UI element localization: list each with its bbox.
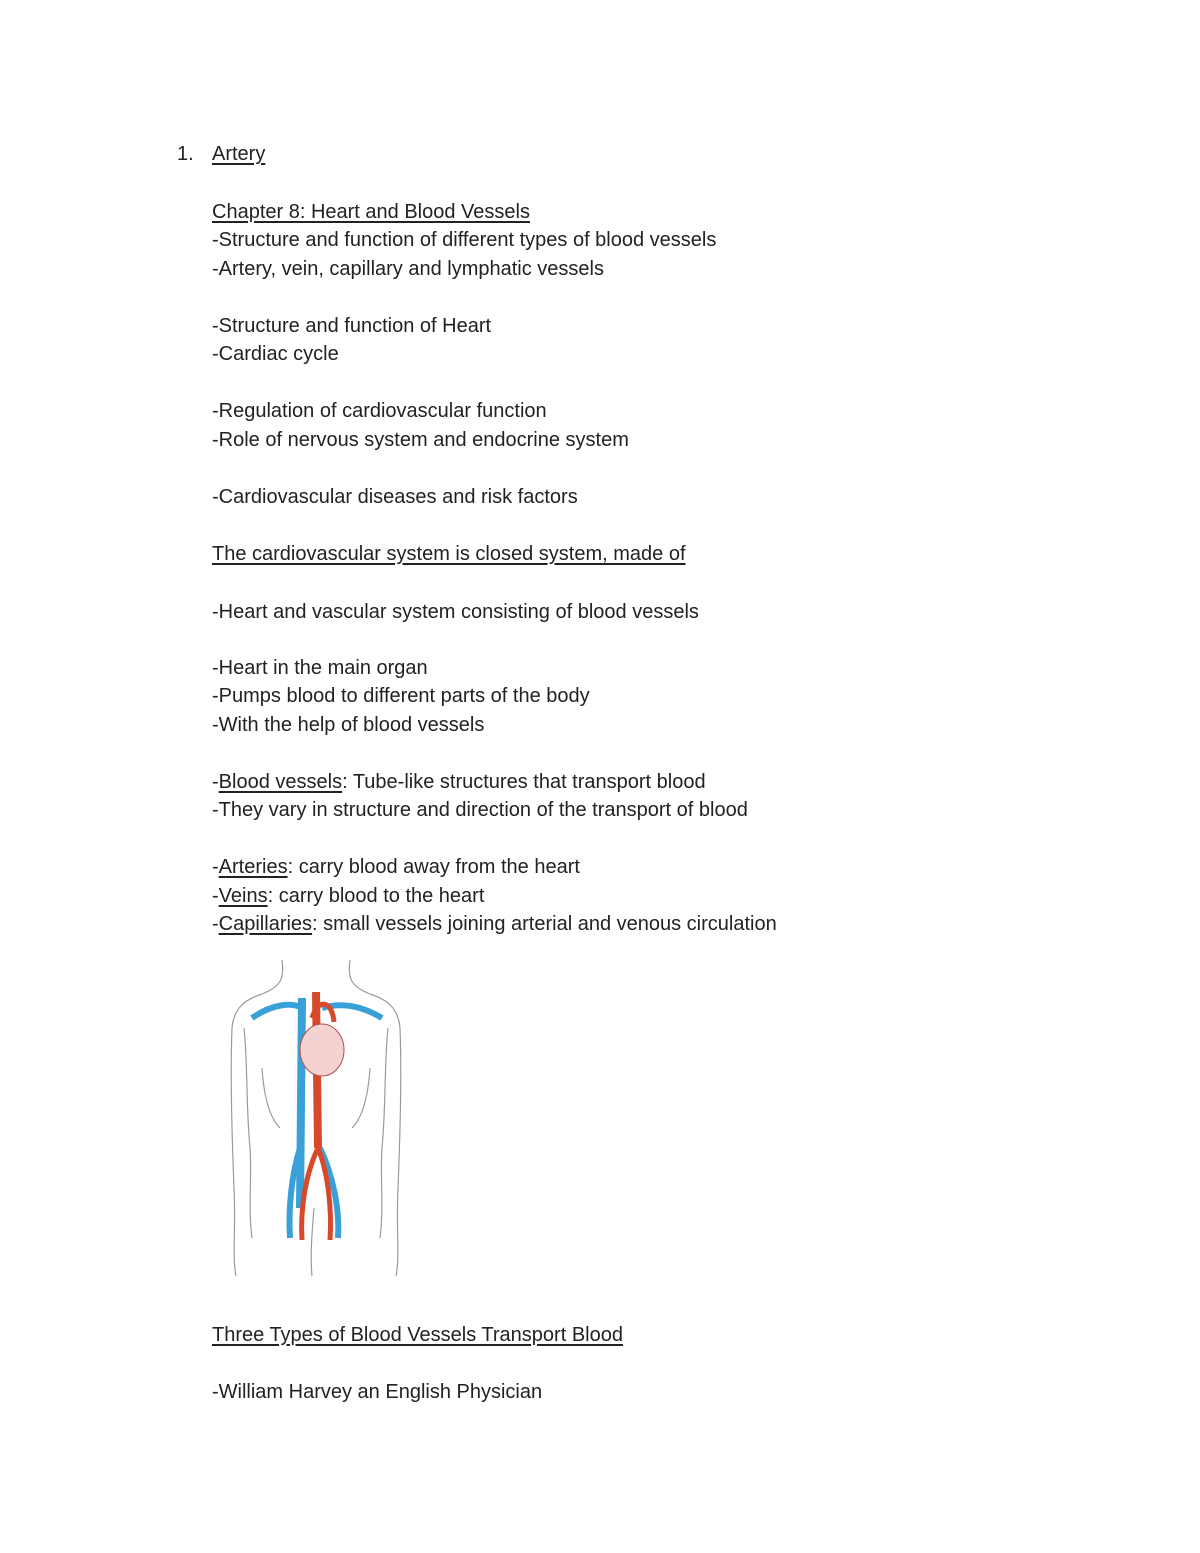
line-l10 — [212, 684, 590, 708]
line-capillaries — [212, 912, 777, 936]
rib-left — [262, 1068, 280, 1128]
arm-inner-left — [244, 1028, 252, 1238]
line-text: -William Harvey an English Physician — [212, 1381, 543, 1403]
line-l2 — [212, 257, 604, 281]
vena-cava — [300, 998, 302, 1208]
line-text: -Heart and vascular system consisting of blood vessels — [212, 601, 699, 623]
underlined-text: Three Types of Blood Vessels Transport Blood — [212, 1324, 623, 1346]
line-rest: : carry blood to the heart — [267, 885, 485, 907]
line-l8 — [212, 600, 699, 624]
underlined-text: Capillaries — [218, 913, 313, 935]
line-rest: : Tube-like structures that transport blood — [342, 771, 706, 793]
line-text: -Cardiac cycle — [212, 343, 339, 365]
line-text: -Regulation of cardiovascular function — [212, 400, 547, 422]
line-text: -Role of nervous system and endocrine system — [212, 429, 629, 451]
line-text: -They vary in structure and direction of the transport of blood — [212, 799, 748, 821]
underlined-text: Blood vessels — [218, 771, 343, 793]
line-bv — [212, 770, 706, 794]
line-text: -With the help of blood vessels — [212, 714, 485, 736]
leg-line — [311, 1208, 314, 1276]
underlined-text: Chapter 8: Heart and Blood Vessels — [212, 201, 530, 223]
line-text: -Heart in the main organ — [212, 657, 428, 679]
line-l3 — [212, 314, 491, 338]
line-l9 — [212, 656, 428, 680]
line-prefix: - — [212, 856, 219, 878]
line-text: -Artery, vein, capillary and lymphatic vessels — [212, 258, 604, 280]
line-l11 — [212, 713, 484, 737]
line-prefix: - — [212, 771, 219, 793]
line-text: -Structure and function of Heart — [212, 315, 492, 337]
vein-shoulder-left — [252, 1005, 302, 1018]
line-l5 — [212, 399, 547, 423]
line-prefix: - — [212, 913, 219, 935]
rib-right — [352, 1068, 370, 1128]
line-chapter — [212, 200, 530, 224]
line-prefix: - — [212, 885, 219, 907]
underlined-text: The cardiovascular system is closed system, made of — [212, 543, 686, 565]
artery-heading: Artery — [212, 143, 266, 165]
circulatory-system-diagram — [222, 958, 412, 1278]
line-closed — [212, 542, 686, 566]
line-l1 — [212, 228, 716, 252]
line-harvey — [212, 1380, 542, 1404]
heart — [300, 1024, 344, 1076]
list-number: 1. — [177, 143, 194, 165]
line-rest: : small vessels joining arterial and venous circulation — [312, 913, 777, 935]
line-rest: : carry blood away from the heart — [287, 856, 580, 878]
underlined-text: Arteries — [218, 856, 288, 878]
line-text: -Cardiovascular diseases and risk factors — [212, 486, 578, 508]
arm-inner-right — [380, 1028, 388, 1238]
line-text: -Structure and function of different types of blood vessels — [212, 229, 717, 251]
line-arteries — [212, 855, 580, 879]
line-l7 — [212, 485, 578, 509]
line-text: -Pumps blood to different parts of the body — [212, 685, 590, 707]
line-l12 — [212, 798, 748, 822]
line-l6 — [212, 428, 629, 452]
line-veins — [212, 884, 484, 908]
line-l4 — [212, 342, 339, 366]
underlined-text: Veins — [218, 885, 268, 907]
line-three — [212, 1323, 623, 1347]
